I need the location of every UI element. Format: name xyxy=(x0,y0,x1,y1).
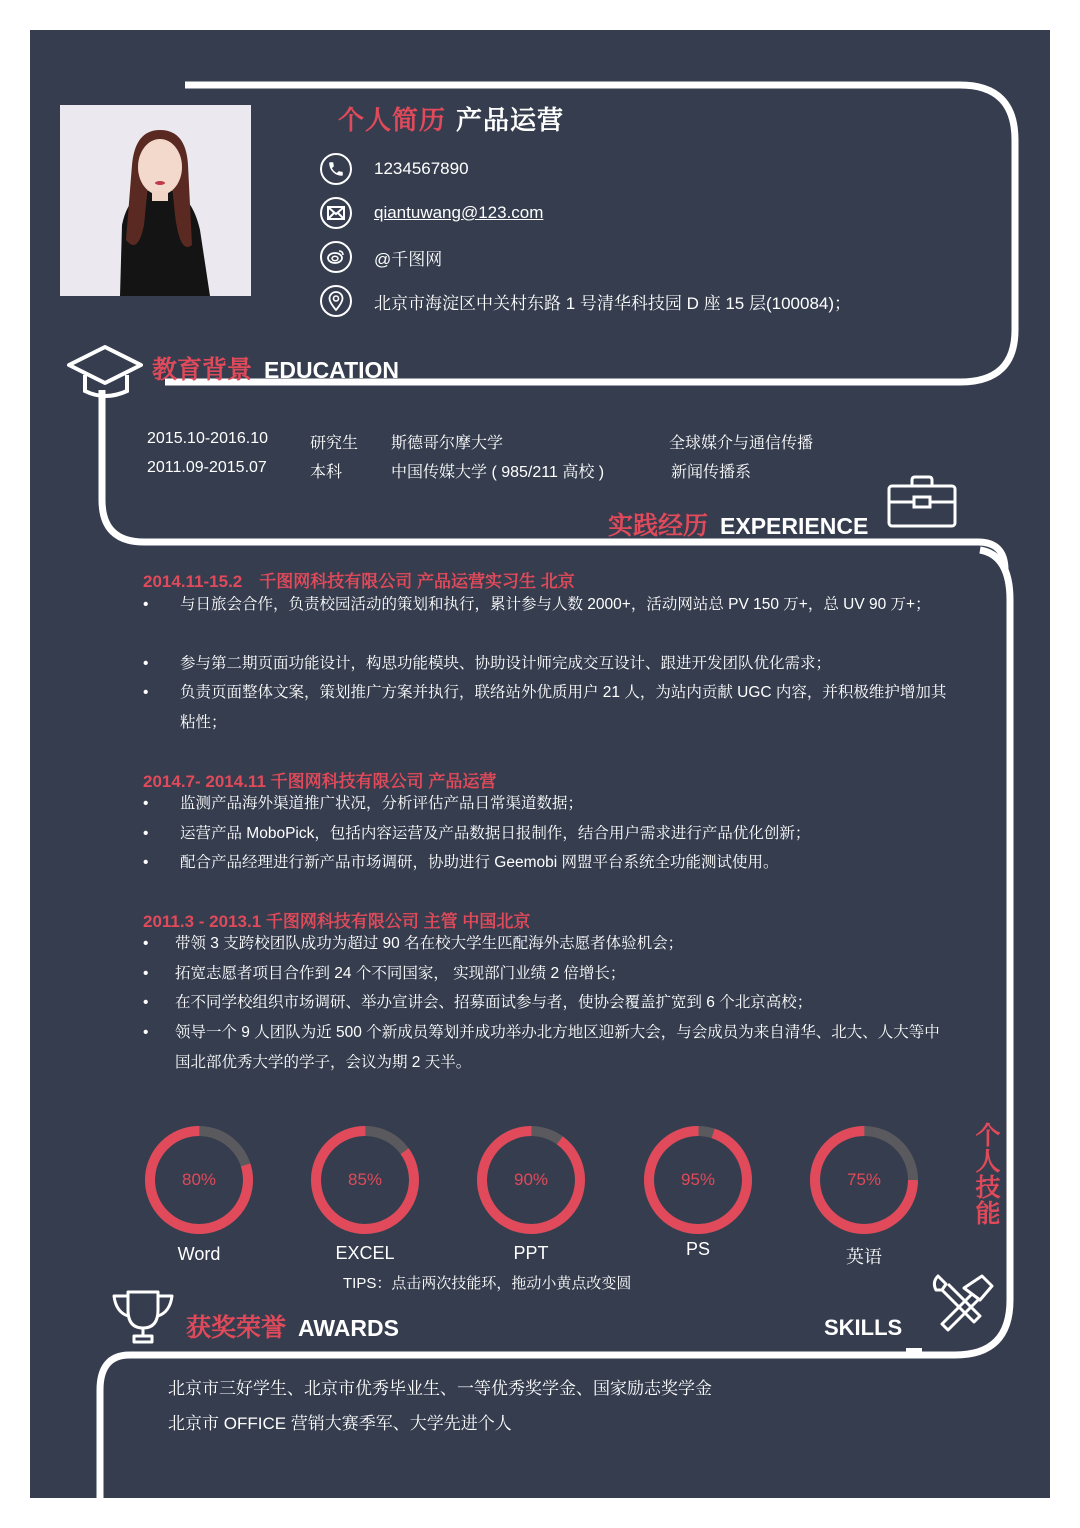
education-title: 教育背景 EDUCATION xyxy=(152,356,400,384)
skill-label: PPT xyxy=(513,1243,549,1263)
job-bullet: • 拓宽志愿者项目合作到 24 个不同国家， 实现部门业绩 2 倍增长； xyxy=(143,965,626,982)
job-header: 2011.3 - 2013.1 千图网科技有限公司 主管 中国北京 xyxy=(143,912,531,931)
job-header: 2014.11-15.2 千图网科技有限公司 产品运营实习生 北京 xyxy=(143,572,575,591)
weibo-handle: @千图网 xyxy=(374,249,443,269)
profile-photo xyxy=(60,105,251,296)
job-bullet: • 监测产品海外渠道推广状况，分析评估产品日常渠道数据； xyxy=(143,795,584,812)
title-position-label: 产品运营 xyxy=(456,105,565,135)
job-bullet: • 领导一个 9 人团队为近 500 个新成员筹划并成功举办北方地区迎新大会，与会成员为来自清华、北大、人大等中国北部优秀大学的学子，会议为期 2 天半。 xyxy=(143,1024,940,1071)
job-bullet: • 参与第二期页面功能设计，构思功能模块、协助设计师完成交互设计、跟进开发团队优化需求； xyxy=(143,655,832,672)
contact-email xyxy=(320,197,543,229)
weibo-icon xyxy=(320,241,352,273)
job-bullet: • 带领 3 支跨校团队成功为超过 90 名在校大学生匹配海外志愿者体验机会； xyxy=(143,935,684,952)
resume-page: 个人简历 产品运营 1234567890 qiantuwang@123.com @千图网 北京市海淀区中关村东路 1 号清华科技园 D 座 15 层(100084)； 教育背景 EDUCATION 2015.10-2016.10 研究生 斯德哥尔摩大学 全球媒介与通信传播 2011.09-2015.07 本科 中国传媒大学 ( 985/211 高校 ) 新闻传播系 实践经历 EXPERIENCE 2014.11-15.2 千图网科技有限公司 产品运营实习生 北京 • 与日旅会合作，负责校园活动的策划和执行，累计参与人数 2000+，活动网站总 PV 150 万+，总 UV 90 万+； • 参与第二期页面功能设计，构思功能模块、协助设计师完成交互设计、跟进开发团队优化需求； • 负责页面整体文案，策划推广方案并执行，联络站外优质用户 21 人，为站内贡献 UGC 内容，并积极维护增加其粘性； 2014.7- 2014.11 千图网科技有限公司 产品运营 • 监测产品海外渠道推广状况，分析评估产品日常渠道数据； • 运营产品 MoboPick，包括内容运营及产品数据日报制作，结合用户需求进行产品优化创新； • 配合产品经理进行新产品市场调研，协助进行 Geemobi 网盟平台系统全功能测试使用。 2011.3 - 2013.1 千图网科技有限公司 主管 中国北京 • 带领 3 支跨校团队成功为超过 90 名在校大学生匹配海外志愿者体验机会； • 拓宽志愿者项目合作到 24 个不同国家， 实现部门业绩 2 倍增长； • 在不同学校组织市场调研、举办宣讲会、招募面试参与者，使协会覆盖扩宽到 6 个北京高校； • 领导一个 9 人团队为近 500 个新成员筹划并成功举办北方地区迎新大会，与会成员为来自清华、北大、人大等中国北部优秀大学的学子，会议为期 2 天半。 80% Word 85% EXCEL 90% PPT 95% PS 75% 英语 TIPS：点击两次技能环，拖动小黄点改变圆 个人技能 SKILLS 获奖荣誉 AWARDS 北京市三好学生、北京市优秀毕业生、一等优秀奖学金、国家励志奖学金 北京市 OFFICE 营销大赛季军、大学先进个人 xyxy=(30,30,1050,1498)
location-pin-icon xyxy=(320,285,352,317)
address: 北京市海淀区中关村东路 1 号清华科技园 D 座 15 层(100084)； xyxy=(374,293,852,313)
award-item: 北京市三好学生、北京市优秀毕业生、一等优秀奖学金、国家励志奖学金 xyxy=(168,1379,712,1398)
skills-tips: TIPS：点击两次技能环，拖动小黄点改变圆 xyxy=(343,1275,632,1292)
tools-icon xyxy=(928,1270,998,1332)
phone-number: 1234567890 xyxy=(374,159,469,178)
resume-title xyxy=(338,100,574,137)
job-bullet: • 在不同学校组织市场调研、举办宣讲会、招募面试参与者，使协会覆盖扩宽到 6 个北京高校； xyxy=(143,994,813,1011)
skill-ring-ppt[interactable]: 90% xyxy=(476,1125,586,1235)
contact-phone xyxy=(320,153,469,185)
skill-label: PS xyxy=(685,1239,710,1259)
award-item: 北京市 OFFICE 营销大赛季军、大学先进个人 xyxy=(168,1414,512,1433)
skill-ring-word[interactable]: 80% xyxy=(144,1125,254,1235)
trophy-icon xyxy=(110,1288,176,1348)
graduation-cap-icon xyxy=(65,343,150,403)
awards-title: 获奖荣誉 AWARDS xyxy=(186,1314,399,1342)
email-link[interactable]: qiantuwang@123.com xyxy=(374,203,544,222)
skills-title-vertical: 个人技能 xyxy=(975,1122,1001,1228)
skill-ring-excel[interactable]: 85% xyxy=(310,1125,420,1235)
job-header: 2014.7- 2014.11 千图网科技有限公司 产品运营 xyxy=(143,772,497,791)
briefcase-icon xyxy=(886,474,958,530)
skill-label: EXCEL xyxy=(335,1243,395,1263)
job-bullet: • 与日旅会合作，负责校园活动的策划和执行，累计参与人数 2000+，活动网站总 PV 150 万+，总 UV 90 万+； xyxy=(143,596,931,613)
skill-label: Word xyxy=(177,1244,221,1264)
skills-title-en: SKILLS xyxy=(824,1315,903,1340)
contact-address xyxy=(320,285,851,317)
phone-icon xyxy=(320,153,352,185)
experience-title: 实践经历 EXPERIENCE xyxy=(608,512,869,540)
mail-icon xyxy=(320,197,352,229)
skill-ring-ps[interactable]: 95% xyxy=(643,1125,753,1235)
job-bullet: • 运营产品 MoboPick，包括内容运营及产品数据日报制作，结合用户需求进行产品优化创新； xyxy=(143,825,811,842)
contact-weibo xyxy=(320,241,442,273)
skill-ring-english[interactable]: 75% xyxy=(809,1125,919,1235)
skill-label: 英语 xyxy=(846,1247,882,1267)
title-resume-label: 个人简历 xyxy=(338,105,447,135)
job-bullet: • 配合产品经理进行新产品市场调研，协助进行 Geemobi 网盟平台系统全功能测试使用。 xyxy=(143,854,779,871)
job-bullet: • 负责页面整体文案，策划推广方案并执行，联络站外优质用户 21 人，为站内贡献 UGC 内容，并积极维护增加其粘性； xyxy=(143,684,947,731)
